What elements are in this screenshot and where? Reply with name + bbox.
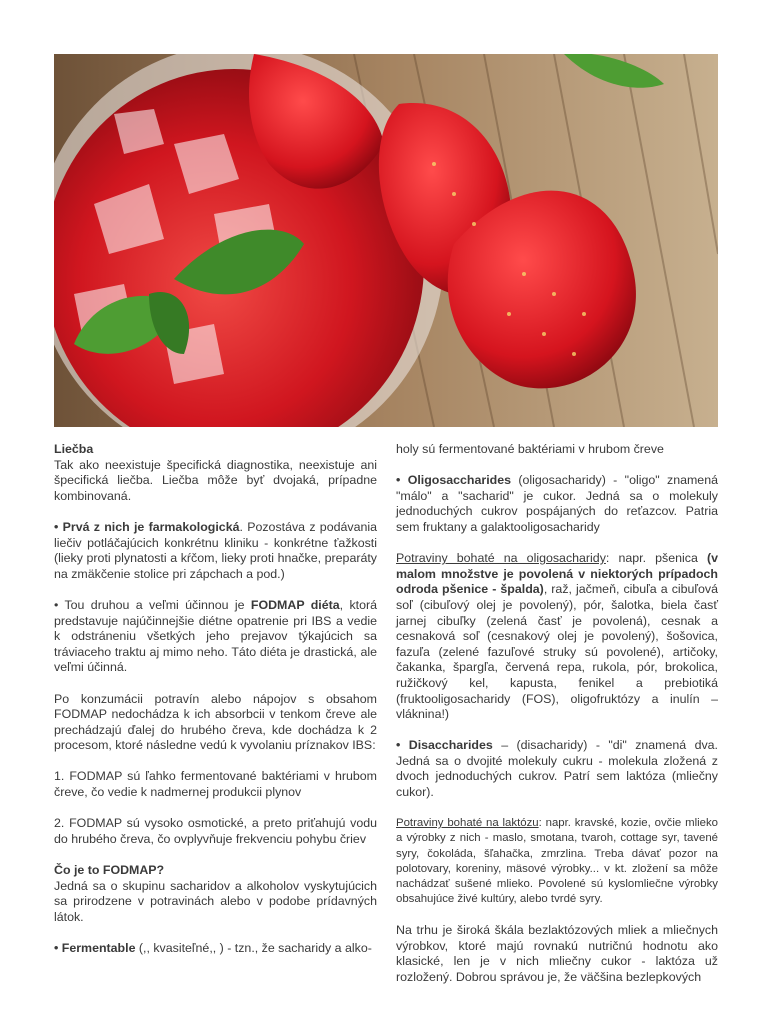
paragraph-fodmap-definition: Jedná sa o skupinu sacharidov a alkoholov vyskytujúcich sa prirodzene v potravinách alebo v podobe prídavných látok.: [54, 878, 377, 924]
bold-phrase: • Disaccharides: [396, 738, 493, 753]
paragraph-text: , ktorá predstavuje najúčinnejšie diétne opatrenie pri IBS a vedie k odstráneniu všetkých jeho prejavov týkajúcich sa tráviaceho traktu aj mimo neho. Táto diéta je drastická, ale veľmi účinná.: [54, 597, 378, 675]
paragraph-fermentable-cont: holy sú fermentované baktériami v hrubom čreve: [396, 442, 664, 456]
paragraph-liecba-intro: Tak ako neexistuje špecifická diagnostika, neexistuje ani špecifická liečba. Liečba môže byť dvojaká, prípadne kombinovaná.: [54, 457, 377, 503]
hero-photo: [54, 54, 718, 427]
right-text-column: [396, 442, 718, 1001]
underlined-phrase: Potraviny bohaté na laktózu: [396, 817, 539, 830]
paragraph-disaccharides: [396, 738, 718, 800]
paragraph-lactose-foods: [396, 816, 718, 907]
paragraph-text: , raž, jačmeň, cibuľa a cibuľová soľ (cibuľový olej je povolený), pór, šalotka, biela časť jarnej cibuľky (zelená časť je povolená), cesnak a cesnaková soľ (cesnakový olej je povolený), šošovica, fazuľa (zelené fazuľové struky sú povolené), artičoky, čakanka, špargľa, červená repa, rukola, pór, brokolica, ružičkový kel, kapusta, fenikel a prebiotiká (fruktooligosacharidy (FOS), oligofruktózy a inulín – vláknina!): [396, 582, 719, 722]
paragraph-text: : napr. pšenica: [605, 551, 707, 566]
underlined-phrase: Potraviny bohaté na oligosacharidy: [396, 551, 606, 566]
bold-phrase: • Oligosaccharides: [396, 473, 511, 488]
paragraph-point-2: 2. FODMAP sú vysoko osmotické, a preto priťahujú vodu do hrubého čreva, čo ovplyvňuje frekvenciu pohybu čriev: [54, 816, 377, 846]
bold-phrase: • Prvá z nich je farmakologická: [54, 519, 240, 534]
heading-liecba: Liečba: [54, 442, 94, 456]
bold-phrase: • Fermentable: [54, 941, 136, 955]
paragraph-oligosaccharides: [396, 473, 718, 535]
left-text-column: [54, 442, 377, 972]
paragraph-konzumacia: Po konzumácii potravín alebo nápojov s obsahom FODMAP nedochádza k ich absorbcii v tenkom čreve ale prechádzajú ďalej do hrubého čreva, kde dochádza k 2 procesom, ktoré následne vedú k vyvolaniu príznakov IBS:: [54, 691, 377, 753]
bold-phrase: FODMAP diéta: [250, 597, 340, 612]
paragraph-farmakologicka: [54, 520, 377, 582]
paragraph-lactose-free: Na trhu je široká škála bezlaktózových mliek a mliečnych výrobkov, ktoré majú rovnakú nutričnú hodnotu ako klasické, len je v nich mliečny cukor - laktóza už rozložený. Dobrou správou je, že väčšina bezlepkových: [396, 923, 718, 984]
paragraph-text: (,, kvasiteľné,, ) - tzn., že sacharidy a alko-: [135, 941, 372, 955]
paragraph-text: • Tou druhou a veľmi účinnou je: [54, 597, 251, 612]
paragraph-oligo-foods: [396, 551, 718, 723]
paragraph-text: . Pozostáva z podávania liečiv potláčajúcich konkrétnu kliniku - konkrétne ťažkosti (lieky proti plynatosti a kŕčom, lieky proti hnačke, preparáty na zmäkčenie stolice pri zápchach a pod.): [54, 519, 377, 581]
paragraph-text: (oligosacharidy) - "oligo" znamená "málo" a "sacharid" je cukor. Jedná sa o molekuly jednoduchých cukrov pospájaných do reťazcov. Patria sem fruktany a galaktooligosacharidy: [396, 473, 718, 534]
bold-phrase: (v malom množstve je povolená v niektorých prípadoch odroda pšenice - špalda): [396, 551, 718, 597]
paragraph-fodmap-dieta: [54, 598, 377, 676]
paragraph-text: – (disacharidy) - "di" znamená dva. Jedná sa o dvojité molekuly cukru - molekula zložená z dvoch jednoduchých cukrov. Patrí sem laktóza (mliečny cukor).: [396, 738, 718, 800]
paragraph-point-1: 1. FODMAP sú ľahko fermentované baktériami v hrubom čreve, čo vedie k nadmernej produkcii plynov: [54, 769, 377, 800]
paragraph-fermentable: [54, 941, 377, 957]
paragraph-text: : napr. kravské, kozie, ovčie mlieko a výrobky z nich - maslo, smotana, tvaroh, cottage syr, tavené syry, čokoláda, šľahačka, zmrzlina. Treba dávať pozor na polotovary, koreniny, mäsové výrobky... v kt. zložení sa môže nachádzať sušené mlieko. Povolené sú kyslomliečne výrobky obsahujúce živé kultúry, alebo tvrdé syry.: [396, 817, 718, 906]
strawberry-drink-illustration: [54, 54, 718, 427]
heading-co-je-fodmap: Čo je to FODMAP?: [54, 863, 165, 878]
